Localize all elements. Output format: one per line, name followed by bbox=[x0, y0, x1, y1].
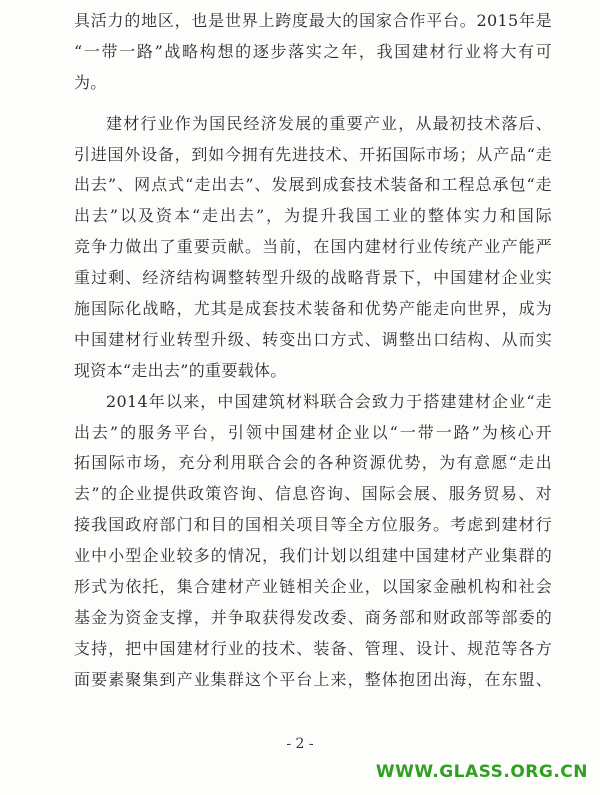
text-line: 拓国际市场，充分利用联合会的各种资源优势，为有意愿“走出 bbox=[74, 453, 552, 473]
text-line: 接我国政府部门和目的国相关项目等全方位服务。考虑到建材行 bbox=[74, 515, 552, 535]
text-line: 施国际化战略，尤其是成套技术装备和优势产能走向世界，成为 bbox=[74, 299, 552, 319]
text-line: 重过剩、经济结构调整转型升级的战略背景下，中国建材企业实 bbox=[74, 268, 552, 288]
text-line: 2014年以来，中国建筑材料联合会致力于搭建建材企业“走 bbox=[106, 391, 552, 411]
text-line: 为。 bbox=[74, 72, 107, 92]
text-line: 形式为依托，集合建材产业链相关企业，以国家金融机构和社会 bbox=[74, 577, 552, 597]
paragraph-1 bbox=[74, 6, 552, 99]
text-line: 面要素聚集到产业集群这个平台上来，整体抱团出海，在东盟、 bbox=[74, 669, 552, 689]
paragraph-3 bbox=[74, 387, 552, 696]
site-watermark: WWW.GLASS.ORG.CN bbox=[375, 762, 588, 782]
text-line: 中国建材行业转型升级、转变出口方式、调整出口结构、从而实 bbox=[74, 329, 552, 349]
text-line: 出去”、网点式“走出去”、发展到成套技术装备和工程总承包“走 bbox=[74, 175, 552, 195]
text-line: 引进国外设备，到如今拥有先进技术、开拓国际市场；从产品“走 bbox=[74, 144, 552, 164]
text-line: “一带一路”战略构想的逐步落实之年，我国建材行业将大有可 bbox=[74, 41, 552, 61]
text-line: 现资本“走出去”的重要载体。 bbox=[74, 360, 287, 380]
text-line: 去”的企业提供政策咨询、信息咨询、国际会展、服务贸易、对 bbox=[74, 484, 552, 504]
text-line: 具活力的地区，也是世界上跨度最大的国家合作平台。2015年是 bbox=[74, 11, 552, 30]
text-line: 出去”的服务平台，引领中国建材企业以“一带一路”为核心开 bbox=[74, 422, 552, 442]
text-line: 支持，把中国建材行业的技术、装备、管理、设计、规范等各方 bbox=[74, 638, 552, 658]
text-line: 建材行业作为国民经济发展的重要产业，从最初技术落后、 bbox=[106, 113, 552, 133]
body-text bbox=[74, 6, 552, 696]
text-line: 竞争力做出了重要贡献。当前，在国内建材行业传统产业产能严 bbox=[74, 237, 552, 257]
text-line: 业中小型企业较多的情况，我们计划以组建中国建材产业集群的 bbox=[74, 546, 552, 566]
text-line: 出去”以及资本“走出去”，为提升我国工业的整体实力和国际 bbox=[74, 206, 552, 226]
paragraph-2 bbox=[74, 109, 552, 387]
page-number: - 2 - bbox=[286, 736, 314, 752]
text-line: 基金为资金支撑，并争取获得发改委、商务部和财政部等部委的 bbox=[74, 607, 552, 627]
